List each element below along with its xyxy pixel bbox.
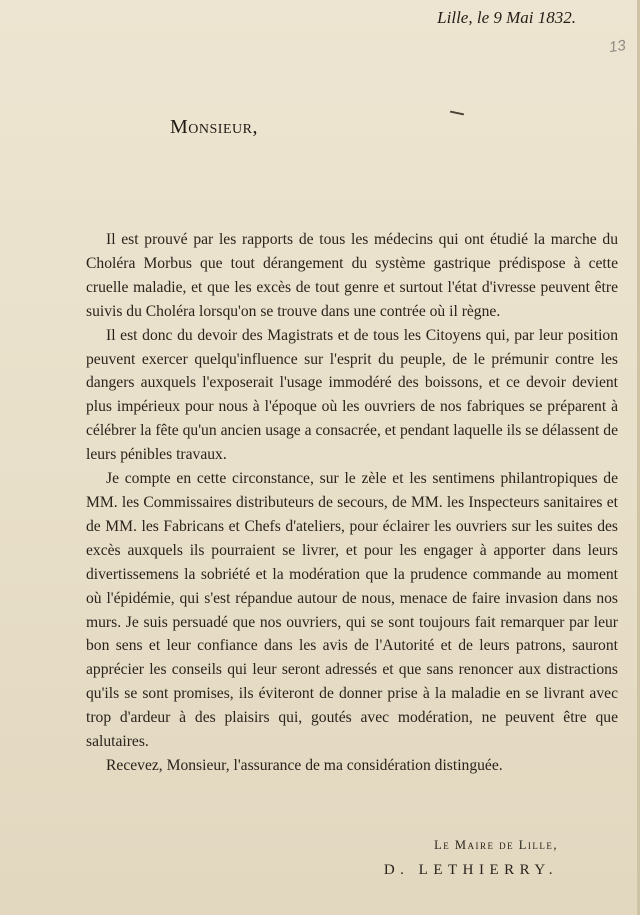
paragraph-2: Il est donc du devoir des Magistrats et de tous les Citoyens qui, par leur position peuvent exercer quelqu'influence sur l'esprit du peuple, de le prémunir contre les dangers auxquels l'exposerait l'usage immodéré des boissons, et ce devoir devient plus impérieux pour nous à l'époque où les ouvriers de nos fabriques se préparent à célébrer la fête qu'un ancien usage a consacrée, et pendant laquelle ils se délassent de leurs pénibles travaux. [86,326,618,464]
signature-name: D. LETHIERRY. [383,862,558,878]
signature-title [384,836,558,854]
paragraph-closing: Recevez, Monsieur, l'assurance de ma considération distinguée. [106,756,503,774]
signature-title-text: Le Maire de Lille, [434,838,558,852]
salutation [170,116,258,139]
ink-mark [450,111,464,116]
paragraph-1: Il est prouvé par les rapports de tous les médecins qui ont étudié la marche du Choléra Morbus que tout dérangement du système gastrique prédispose à cette cruelle maladie, et que les excès de tout genre et surtout l'état d'ivresse peuvent être suivis du Choléra lorsqu'on se trouve dans une contrée où il règne. [86,231,618,320]
paragraph-3: Je compte en cette circonstance, sur le zèle et les sentimens philantropiques de MM. les Commissaires distributeurs de secours, de MM. les Inspecteurs sanitaires et de MM. les Fabricans et Chefs d'ateliers, pour éclairer les ouvriers sur les suites des excès auxquels ils pourraient se livrer, et pour les engager à apporter dans leurs divertissemens la sobriété et la modération que la prudence commande au moment où l'épidémie, qui s'est répandue autour de nous, menace de faire invasion dans nos murs. Je suis persuadé que nos ouvriers, qui se sont toujours fait remarquer par leur bon sens et leur confiance dans les avis de l'Autorité et de leurs patrons, sauront apprécier les conseils qui leur seront adressés et que sans renoncer aux distractions qu'ils se sont promises, ils éviteront de donner prise à la maladie en se livrant avec trop d'ardeur à des plaisirs qui, goutés avec modération, ne peuvent être que salutaires. [86,470,618,751]
dateline: Lille, le 9 Mai 1832. [437,8,576,27]
letter-body [86,228,618,778]
signature-block [384,836,558,879]
salutation-text: Monsieur, [170,116,258,138]
pencil-annotation: 13 [608,36,628,57]
